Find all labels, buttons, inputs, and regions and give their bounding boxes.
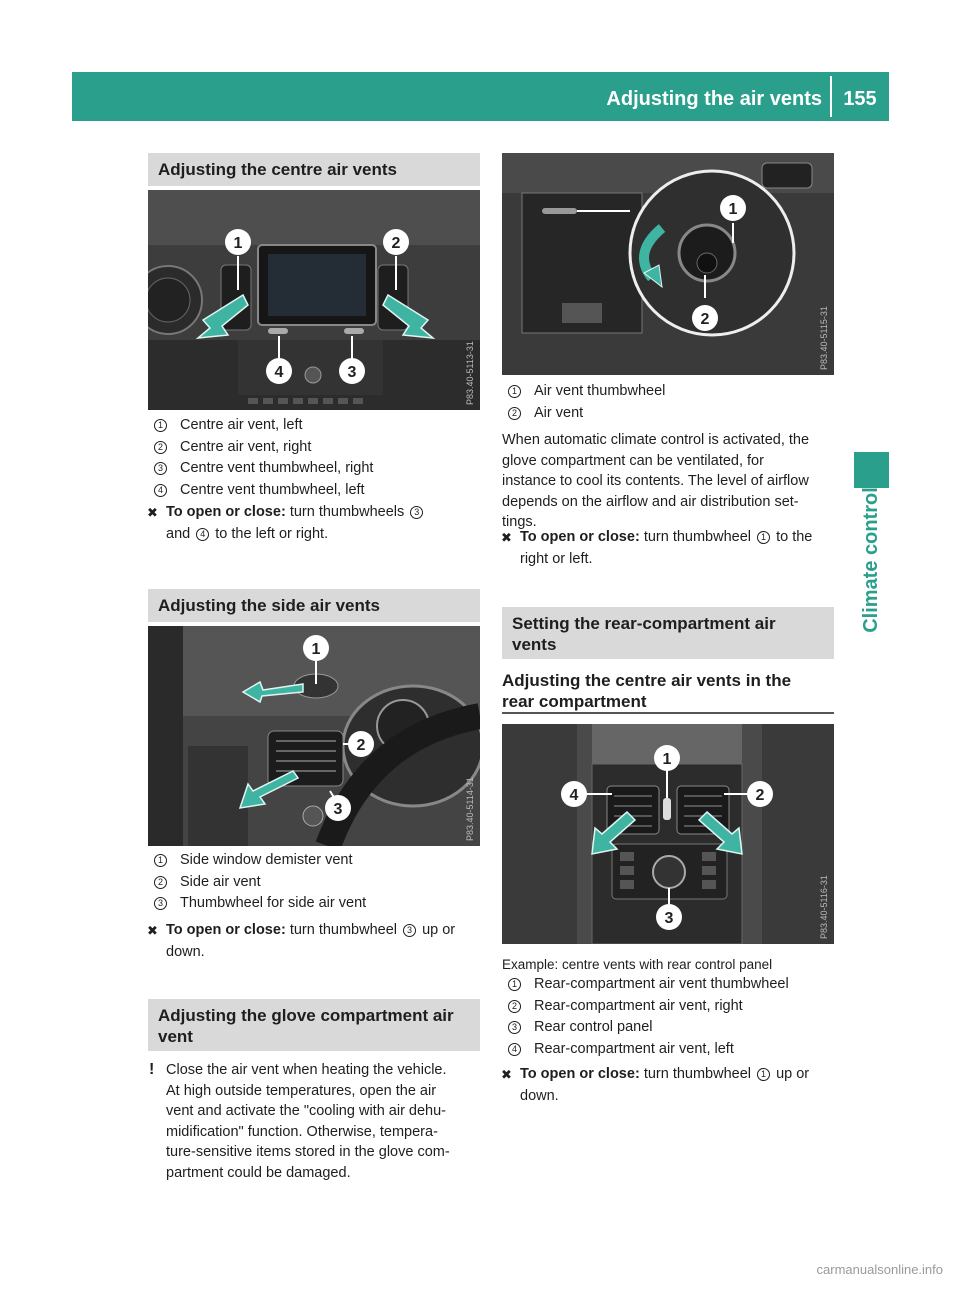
warning-icon: ! — [149, 1061, 155, 1078]
list-item: 1 Rear-compartment air vent thumbwheel — [506, 974, 836, 996]
list-item: 1 Air vent thumbwheel — [506, 381, 836, 403]
section-heading-side: Adjusting the side air vents — [148, 589, 480, 622]
callout-4: 4 — [569, 787, 579, 804]
callout-3: 3 — [333, 801, 343, 818]
instruction-glove: ✖ To open or close: turn thumbwheel 1 to the right or left. — [501, 529, 813, 567]
chapter-label: Climate control — [860, 487, 882, 633]
photo-side-vents — [148, 626, 480, 846]
subheading-rear-centre: Adjusting the centre air vents in the rear compartment — [502, 671, 792, 711]
callout-2: 2 — [700, 311, 710, 328]
list-item: 2 Rear-compartment air vent, right — [506, 996, 836, 1018]
legend-rear — [506, 974, 836, 1060]
list-item: 4 Rear-compartment air vent, left — [506, 1039, 836, 1061]
image-code: P83.40-5115-31 — [819, 306, 829, 370]
callout-1: 1 — [728, 201, 738, 218]
legend-glove — [506, 381, 836, 424]
list-item: 2 Air vent — [506, 403, 836, 425]
subheading-rule — [502, 712, 834, 714]
instruction-arrow-icon: ✖ — [501, 1067, 512, 1082]
list-item: 3 Rear control panel — [506, 1017, 836, 1039]
photo-rear-vents — [502, 724, 834, 944]
page-number: 155 — [843, 88, 877, 110]
list-item: 1 Centre air vent, left — [152, 415, 482, 437]
image-code: P83.40-5113-31 — [465, 341, 475, 405]
list-item: 2 Side air vent — [152, 872, 482, 894]
section-heading-rear: Setting the rear-compartment air vents — [502, 607, 834, 659]
list-item: 2 Centre air vent, right — [152, 437, 482, 459]
page-title: Adjusting the air vents — [606, 88, 822, 110]
callout-1: 1 — [662, 751, 672, 768]
callout-2: 2 — [356, 737, 366, 754]
legend-centre — [152, 415, 482, 501]
photo-glove-vent — [502, 153, 834, 375]
list-item: 1 Side window demister vent — [152, 850, 482, 872]
list-item: 4 Centre vent thumbwheel, left — [152, 480, 482, 502]
header-separator — [830, 76, 832, 117]
photo-centre-vents — [148, 190, 480, 410]
instruction-centre: ✖ To open or close: turn thumbwheels 3 and 4 to the left or right. — [146, 502, 482, 545]
image-code: P83.40-5114-31 — [465, 777, 475, 841]
instruction-arrow-icon: ✖ — [147, 505, 158, 520]
list-item: 3 Centre vent thumbwheel, right — [152, 458, 482, 480]
list-item: 3 Thumbwheel for side air vent — [152, 893, 482, 915]
section-heading-centre: Adjusting the centre air vents — [148, 153, 480, 186]
callout-1: 1 — [233, 235, 243, 252]
section-heading-glove: Adjusting the glove compartment air vent — [148, 999, 480, 1051]
callout-4: 4 — [274, 364, 284, 381]
glove-paragraph: When automatic climate control is activated, the glove compartment can be ventilated, for instance to cool its contents. The level of airflow depends on the airflow and air distribution set- tings. — [502, 432, 810, 530]
instruction-rear: ✖ To open or close: turn thumbwheel 1 up or down. — [501, 1066, 810, 1104]
watermark: carmanualsonline.info — [816, 1262, 943, 1277]
instruction-arrow-icon: ✖ — [147, 923, 158, 938]
legend-side — [152, 850, 482, 915]
callout-3: 3 — [347, 364, 357, 381]
callout-2: 2 — [755, 787, 765, 804]
image-code: P83.40-5116-31 — [819, 875, 829, 939]
callout-1: 1 — [311, 641, 321, 658]
warning-note: ! Close the air vent when heating the vehicle. At high outside temperatures, open the air vent and activate the "cooling with air dehu- midification" function. Otherwise, tempera- ture-sensitive items stored in the glove com- partment could be damaged. — [149, 1061, 450, 1181]
callout-3: 3 — [664, 910, 674, 927]
callout-2: 2 — [391, 235, 401, 252]
photo-caption-rear: Example: centre vents with rear control panel — [502, 957, 773, 972]
instruction-arrow-icon: ✖ — [501, 530, 512, 545]
instruction-side: ✖ To open or close: turn thumbwheel 3 up or down. — [147, 922, 456, 960]
